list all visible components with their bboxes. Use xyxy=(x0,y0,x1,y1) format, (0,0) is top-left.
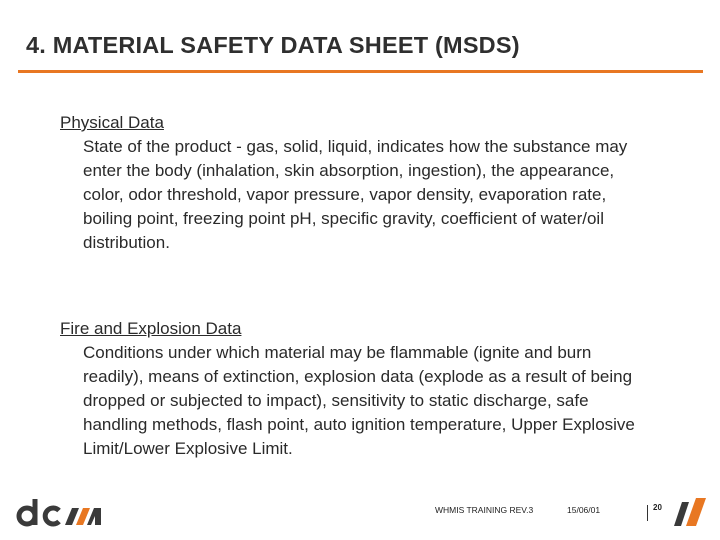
logo-letter-m-left xyxy=(65,508,79,525)
brand-slashes-icon xyxy=(672,496,708,528)
section-body-fire-explosion-data: Conditions under which material may be flammable (ignite and burn readily), means of extinction, explosion data (explode as a result of being dropped or subjected to impact), sensitivity to static discharge, safe handling methods, flash point, auto ignition temperature, Upper Explosive Limit/Lower Explosive Limit. xyxy=(83,343,635,458)
dcm-logo xyxy=(14,496,106,528)
section-body-physical-data: State of the product - gas, solid, liquid, indicates how the substance may enter the body (inhalation, skin absorption, ingestion), the appearance, color, odor threshold, vapor pressure, vapor density, evaporation rate, boiling point, freezing point pH, specific gravity, coefficient of water/oil distribution. xyxy=(83,137,628,252)
section-heading-fire-explosion-data: Fire and Explosion Data xyxy=(60,319,242,338)
title-divider xyxy=(18,70,703,73)
section-physical-data xyxy=(60,112,660,255)
section-fire-explosion-data xyxy=(60,318,660,461)
section-heading-physical-data: Physical Data xyxy=(60,113,164,132)
footer-divider xyxy=(647,505,648,521)
logo-letter-c xyxy=(45,508,59,524)
brand-slash-dark xyxy=(674,502,689,526)
logo-letter-m-accent xyxy=(76,508,90,525)
logo-letter-d-stem xyxy=(33,499,38,525)
slide-title: 4. MATERIAL SAFETY DATA SHEET (MSDS) xyxy=(26,32,520,58)
footer-training-label: WHMIS TRAINING REV.3 xyxy=(435,505,534,515)
page-number: 20 xyxy=(653,503,662,512)
footer-date: 15/06/01 xyxy=(567,505,601,515)
brand-slash-orange xyxy=(686,498,706,526)
logo-letter-m-right xyxy=(87,508,101,525)
